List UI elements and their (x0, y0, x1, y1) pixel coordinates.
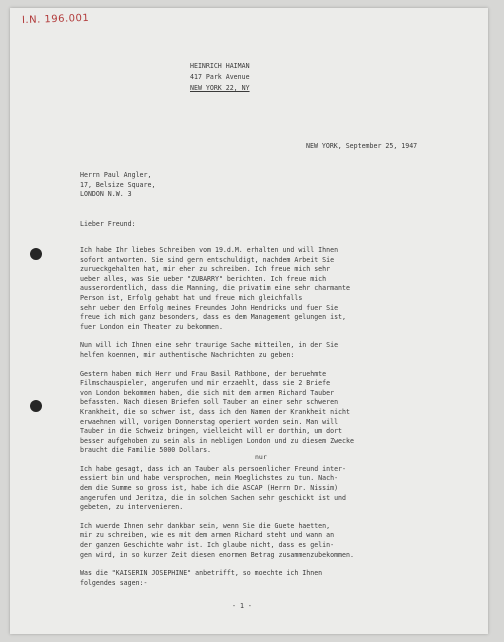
recipient-address (80, 171, 155, 200)
address-line: LONDON N.W. 3 (80, 190, 132, 199)
inserted-word: nur (255, 453, 267, 461)
letterhead-name: HEINRICH HAIMAN (190, 62, 250, 70)
text-line: Tauber in die Schweiz bringen, vielleicht will er dorthin, um dort (80, 427, 343, 436)
paragraph (80, 569, 472, 588)
text-line: freue ich mich ganz besonders, dass es dem Management gelungen ist, (80, 313, 346, 322)
punch-hole-top (30, 248, 42, 260)
address-line: Herrn Paul Angler, (80, 171, 152, 179)
text-line: von London bekommen haben, die sich mit dem armen Richard Tauber (80, 388, 335, 397)
salutation: Lieber Freund: (80, 220, 136, 228)
letter-date: NEW YORK, September 25, 1947 (306, 142, 418, 150)
text-line: Krankheit, die so schwer ist, dass ich den Namen der Krankheit nicht (80, 407, 350, 416)
text-line: sofort antworten. Sie sind gern entschuldigt, nachdem Arbeit Sie (80, 255, 335, 264)
text-line: essiert bin und habe versprochen, mein Moeglichstes zu tun. Nach- (80, 474, 339, 483)
text-line: folgendes sagen:- (80, 578, 148, 587)
text-line: Was die "KAISERIN JOSEPHINE" anbetrifft, so moechte ich Ihnen (80, 569, 323, 578)
text-line: Person ist, Erfolg gehabt hat und freue mich gleichfalls (80, 293, 303, 302)
text-line: Ich habe Ihr liebes Schreiben vom 19.d.M. erhalten und will Ihnen (80, 246, 339, 254)
text-line: Ich wuerde Ihnen sehr dankbar sein, wenn Sie die Guete haetten, (80, 521, 331, 530)
text-line: fuer London ein Theater zu bekommen. (80, 322, 223, 331)
text-line: Gestern haben mich Herr und Frau Basil Rathbone, der beruehmte (80, 369, 327, 378)
paragraph (80, 370, 472, 456)
paragraph (80, 246, 472, 332)
punch-hole-bottom (30, 400, 42, 412)
text-line: ueber alles, was Sie ueber "ZUBARRY" berichten. Ich freue mich (80, 274, 327, 283)
letterhead-street: 417 Park Avenue (190, 73, 250, 81)
text-line: Filmschauspieler, angerufen und mir erzaehlt, dass sie 2 Briefe (80, 379, 331, 388)
letter-body (80, 246, 472, 597)
paragraph (80, 341, 472, 360)
text-line: sehr ueber den Erfolg meines Freundes John Hendricks und fuer Sie (80, 303, 339, 312)
text-line: helfen koennen, mir authentische Nachrichten zu geben: (80, 350, 295, 359)
reference-stamp: I.N. 196.001 (21, 12, 90, 27)
text-line: braucht die Familie 5000 Dollars. (80, 446, 212, 455)
page-number: - 1 - (232, 602, 252, 610)
text-line: dem die Summe so gross ist, habe ich die ASCAP (Herrn Dr. Nissim) (80, 484, 339, 493)
text-line: der ganzen Geschichte wahr ist. Ich glaube nicht, dass es gelin- (80, 541, 335, 550)
paragraph (80, 465, 472, 513)
text-line: gebeten, zu intervenieren. (80, 503, 184, 512)
text-line: angerufen und Jeritza, die in solchen Sachen sehr geschickt ist und (80, 493, 346, 502)
letter-page (10, 8, 488, 634)
text-line: Ich habe gesagt, dass ich an Tauber als persoenlicher Freund inter- (80, 464, 346, 473)
letterhead-city: NEW YORK 22, NY (190, 84, 250, 92)
text-line: mir zu schreiben, wie es mit dem armen Richard steht und wann an (80, 531, 335, 540)
text-line: ausserordentlich, dass die Manning, die privatim eine sehr charmante (80, 284, 350, 293)
text-line: gen wird, in so kurzer Zeit diesen enormen Betrag zusammenzubekommen. (80, 550, 354, 559)
text-line: Nun will ich Ihnen eine sehr traurige Sache mitteilen, in der Sie (80, 341, 339, 350)
text-line: zurueckgehalten hat, mir eher zu schreiben. Ich freue mich sehr (80, 265, 331, 274)
address-line: 17, Belsize Square, (80, 180, 156, 189)
text-line: besser aufgehoben zu sein als in nebligen London und zu diesem Zwecke (80, 436, 354, 445)
text-line: befassten. Nach diesen Briefen soll Tauber an einer sehr schweren (80, 398, 339, 407)
paragraph (80, 522, 472, 560)
text-line: erwaehnen will, vorigen Donnerstag operiert worden sein. Man will (80, 417, 339, 426)
letterhead (190, 62, 330, 95)
